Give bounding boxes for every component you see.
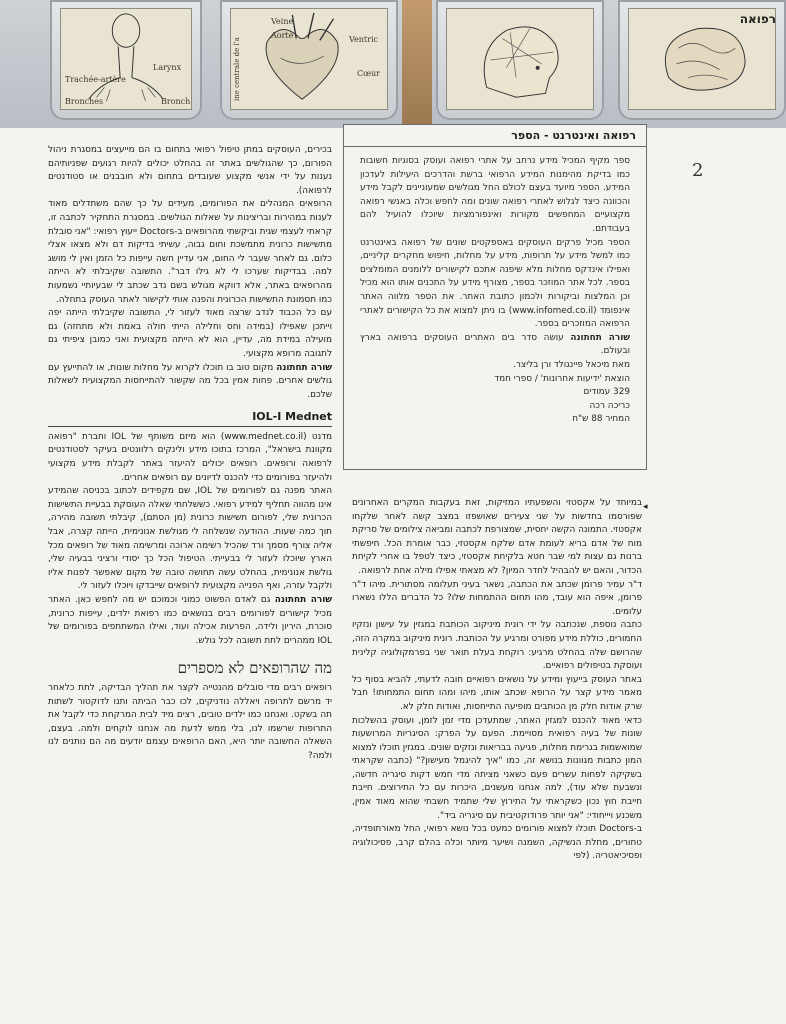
phrenology-head-illustration [447, 9, 593, 109]
label-larynx: Larynx [153, 63, 182, 72]
article-paragraph: ד"ר עמיר פרומן שכתב את הכתבה, נשאר בעיני תעלומה מסתורית. מיהו ד"ר פרומן, איפה הוא עובד, מהו תחום ההתמחות שלו? כל הדברים הללו נשארו עלומים. [352, 579, 642, 617]
bottom-line-2-label: שורה תחתונה [274, 595, 332, 605]
photo-divider [402, 0, 432, 128]
monitor-phrenology [436, 0, 604, 120]
lead-arrow-icon: ◂ [643, 502, 648, 512]
phrenology-diagram [446, 8, 594, 110]
bottom-line-1-label: שורה תחתונה [276, 362, 332, 373]
book-binding: כריכה רכה [589, 400, 630, 411]
monitor-heart [220, 0, 398, 120]
book-bottom-line [360, 332, 630, 359]
bottom-line-1-text: מקום טוב בו תוכלו לקרוא על מחלות שונות, או להתייעץ עם גולשים אחרים. פחות אמין בכל מה שקשור להתייחסות המקצועית לשאלות שלכם. [48, 362, 332, 400]
header-photo [0, 0, 786, 128]
article-paragraph: כדאי מאוד להכנס למגזין האתר, שמתעדכן מדי זמן לזמן, ועוסק בהשלכות שונות של בעיה רפואית מסויימת. הפעם על הפרק: הסיגריות המרושעות שמואשמות בגרימת מחלות, פגיעה בבריאות ונזקים שונים. במגזין תוכלו למצוא המון כתבות מגוונות בנושא זה, כמו "איך להיגמל מעישון?" (כתבה שקראתי בשקיקה לפחות עשרים פעם כשאני מציתה מדי חמש דקות סיגריה חדשה, ונשבעת שלא עוד), למה אנחנו מעשנים, היכרות עם כל התירוצים. חייבת חייבת חוץ נכון כשקראתי על התירוץ שלי שתמיד חשבתי שהוא מאוד אמין, משכנע ויייחודי: "אני יותר פרודוקטיבית עם סיגריה ביד". [352, 715, 642, 821]
iol-mednet-heading: IOL-I Mednet [48, 410, 332, 427]
label-heart-2: Veine [271, 17, 294, 26]
bottom-line-1 [48, 362, 332, 403]
section-tag: רפואה [739, 12, 776, 26]
label-heart-1: ine centrale de l'a [233, 37, 241, 101]
article-paragraph: הרופאים המנהלים את הפורומים, מעידים על כך שהם משתדלים מאוד לענות במהירות ובריצינות על שאלות הגולשים. במסגרת התחקיר לכתבה זו, קראתי לעצמי שגית וביקשתי מהרופאים ב-Doctors ייעוץ רפואי: "אני סובלת מתשישות כרונית מתמשכת וחום גבוה, עשיתי בדיקות דם ולא מצאו אצלי כלום. גם לאחר שעבר לי החום, אני עדיין חשה עייפות כל הזמן ואין לי מושג למה. בבדיקות שערכו לי לא גילו דבר". התשובה שקיבלתי לא הייתה מהרופאים באתר, אלא דווקא מגולש בשם נדב שכתב לי שבעיותיי נשמעות כמו תסמונת התשישות הכרונית והפנה אותי לקישור לאתר העוסק בתחלה. [48, 199, 332, 305]
book-price: המחיר 88 ש"ח [572, 414, 630, 425]
article-paragraph: האתר מפנה גם לפורומים של IOL, שם מקפידים לכתוב בכניסה שהמידע אינו מהווה תחליף למידע רפואי. כששלחתי שאלה העוסקת בבעיית התשישות הכרונית שלי, לפורום תשישות כרונית (מן הסתם), קיבלתי תשובה מהירה, תוך כמה שעות. ההודעה שנשלחה לי מגולשת אנונימית, הייתה קצרה, אבל אליה צורף מסמך ורד שהכיל רשימה ארוכה ומרשימה מאוד של רופאים מכל הארץ שיוכלו לעזור לי בבעייתי. הטיפול הכל כך יסודי ורציני בבעיה שלי, גולשת אנונימית, בהחלט עשה תחושה טובה של מקום שאפשר לפנות אליו ולקבל עזרה, ואף הפנייה מקצועית לרופאים שייבדקו ויוכלו לעזור לי. [48, 486, 332, 592]
book-details [360, 359, 630, 427]
article-paragraph: עם כל הכבוד לנדב שרצה מאוד לעזור לי, התשובה שקיבלתי הייתה יפה וייתכן שאפילו (במידה וחס וחלילה הייתי חולה באמת ולא מתחזה) גם מועילה במידת מה, עדיין, הוא לא הייתה מקצועית ואני כמובן ציפיתי גם לתגובה מרופא מקצועי. [48, 308, 332, 359]
article-paragraph: כתבה נוספת, שנכתבה על ידי רונית מיניקוב הכותבת במגזין על עישון ונזקיו החמורים, כוללת מידע מפורט ומרגיע על הכותבת. רונית מיניקוב במקרה הזה, שהרושם שלה בהחלט מרגיע: רוקחת בעלת תואר שני בפרמקולוגיה קלינית ועוסקת בטיפולים רפואיים. [352, 620, 642, 672]
left-column [48, 144, 332, 764]
label-heart-3: Aorte [271, 31, 294, 40]
monitor-respiratory [50, 0, 202, 120]
article-paragraph: באתר העוסק בייעוץ ומידע על נושאים רפואיים חובה לדעתי, להביא בסוף כל מאמר מידע קצר על הרופא שכתב אותו, מיהו ומהו תחום התמחותו! חבל שרק אודות חלק מן הכותבים מופיעה התייחסות, ואודות חלק לא. [352, 674, 642, 712]
book-publisher: הוצאת 'ידיעות אחרונות' / ספרי חמד [494, 373, 630, 384]
book-paragraph: הספר מכיל פרקים העוסקים באספקטים שונים של רפואה באינטרנט כמו למשל מידע על תרופות, מידע על מחלות, חיפוש מחקרים קליניים, ואפילו אינדקס מחלות מלא שיפנה אתכם לקישורים ללומנים המומלצים בספר. לכל אתר המוזכר בספר, מצורף מידע על התכנים אותו הוא מכיל וכן המלצות וביקורות ולכמון כתובת האתר. את הספר מלווה האתר אינפומד (www.infomed.co.il) בו ניתן למצוא את כל הקישורים לאתרי הרפואה המוזכרים בספר. [360, 237, 630, 330]
book-pages: 329 עמודים [583, 387, 630, 398]
label-bronches-left: Bronches [65, 97, 104, 106]
book-box-body [360, 155, 630, 427]
article-paragraph: רופאים רבים מדי סובלים מהנטייה לקצר את תהליך הבדיקה, לתת כלאחר יד מרשם לתרופה ויאללה נודניקים, לכו כבר הביתה ותנו לדוקטור לשתות תה בשקט. ואנחנו כמו ילדים טובים, רצים מיד לבית המרקחת כדי לקבל את התרופות שרשמו לנו, בלי ממש לדעת מה אנחנו לוקחים ולמה. בעצם, השאלה החשובה יותר היא, האם הרופאים עצמם יודעים מה הם נותנים לנו ולמה? [48, 682, 332, 761]
right-column [352, 497, 642, 864]
book-review-box [343, 124, 647, 470]
book-box-title: רפואה ואינטרנט - הספר [344, 125, 646, 147]
label-heart-5: Cœur [357, 69, 381, 78]
book-bottom-line-label: שורה תחתונה [570, 332, 630, 343]
heart-illustration [231, 9, 387, 109]
label-trachea: Trachée-artère [65, 75, 126, 84]
article-paragraph: ב-Doctors תוכלו למצוא פורומים כמעט בכל נושא רפואי, החל מאורתופדיה, טחורים, מחלת הנשיקה, השמנה ושיער מיותר וכלה בהלם קרב, פסיכולוגיה ופסיכיאטריה. (לפי [352, 824, 642, 862]
bottom-line-2 [48, 594, 332, 648]
article-paragraph: בכירים, העוסקים במתן טיפול רפואי בתחום בו הם מייעצים במסגרת ניהול הפורום, כך שהגולשים באתר זה בהחלט יכולים להיות רגועים שפניותיהם נענות על ידי אנשי מקצוע שעובדים בתחום ולא חובבנים או סטודנטים לרפואה). [48, 145, 332, 196]
section-heading: מה שהרופאים לא מספרים [177, 659, 332, 678]
book-paragraph: ספר מקיף המכיל מידע נרחב על אתרי רפואה ועוסק בסוגיות חשובות כמו בדיקת מהימנות המידע הרפואי ברשת והדרכים היעילות לעדכון המידע. הספר מיועד בעצם לכולם החל מגולשים שמעוניינים לקבל מידע והכוונה כיצד לגלוש לאתרי רפואה שונים ומה לחפש וכלה באנשי רפואה מקצועיים המחפשים מקורות ואינפורמציות שיוכלו להועיל להם בעבודתם. [360, 156, 630, 234]
respiratory-diagram [60, 8, 192, 110]
article-paragraph: במיוחד על אקסטזי והשפעתיו המזיקות, זאת בעקבות המקרים האחרונים שפורסמו בחדשות על שני צעירים שאושפזו במצב קשה לאחר שלקחו אקסטזי. התמונה הקשה יחסית, שמצורפת לכתבה ומביאה צילומים של סריקת מוח של אדם בריא לעומת אדם שלקח אקסטזי, כבר אומרת הכל. חיפשתי ברנות גם עצות למי שבר חטא בלקיחת אקסטזי, כיצד לטפל בו אחרי לקיחת הכדור, והאם יש להבהיל לחדר המיון? לא מצאתי אפילו מילה אחת לרפואה. [352, 498, 642, 576]
bottom-line-2-text: גם לאדם הפשוט כמוני וכמוכם יש מה לחפש כאן. האתר מכיל קישורים לפורומים רבים בנושאים כמו רפואת ילדים, עייפות כרונית, סוכרת, היריון ולידה, הפרעות אכילה ועוד, ואילו המשתתפים בפורומים של IOL ממהרים לתת תשובה לכל גולש. [48, 595, 332, 646]
label-heart-4: Ventric [349, 35, 379, 44]
book-bottom-line-text: עושה סדר בים האתרים העוסקים ברפואה בארץ ובעולם. [360, 332, 630, 357]
heart-diagram [230, 8, 388, 110]
book-author: מאת מיכאל פיינגולד ורן בליצר. [513, 359, 630, 370]
page-number: 2 [692, 160, 704, 181]
article-paragraph: מדנט (www.mednet.co.il) הוא מיזם משותף של IOL וחברת "רפואה מקוונת בישראל", המרכז בתוכו מידע ולינקים רלוונטים בעיקר לסטודנטים לרפואה ורופאים. רופאים יכולים להיעזר באתר לקבלת מידע מקצועי ולהיעזר בפורומים כדי להכנס לדיונים עם רופאים אחרים. [48, 431, 332, 483]
label-bronches-right: Bronch [161, 97, 191, 106]
lungs-illustration [61, 9, 191, 109]
